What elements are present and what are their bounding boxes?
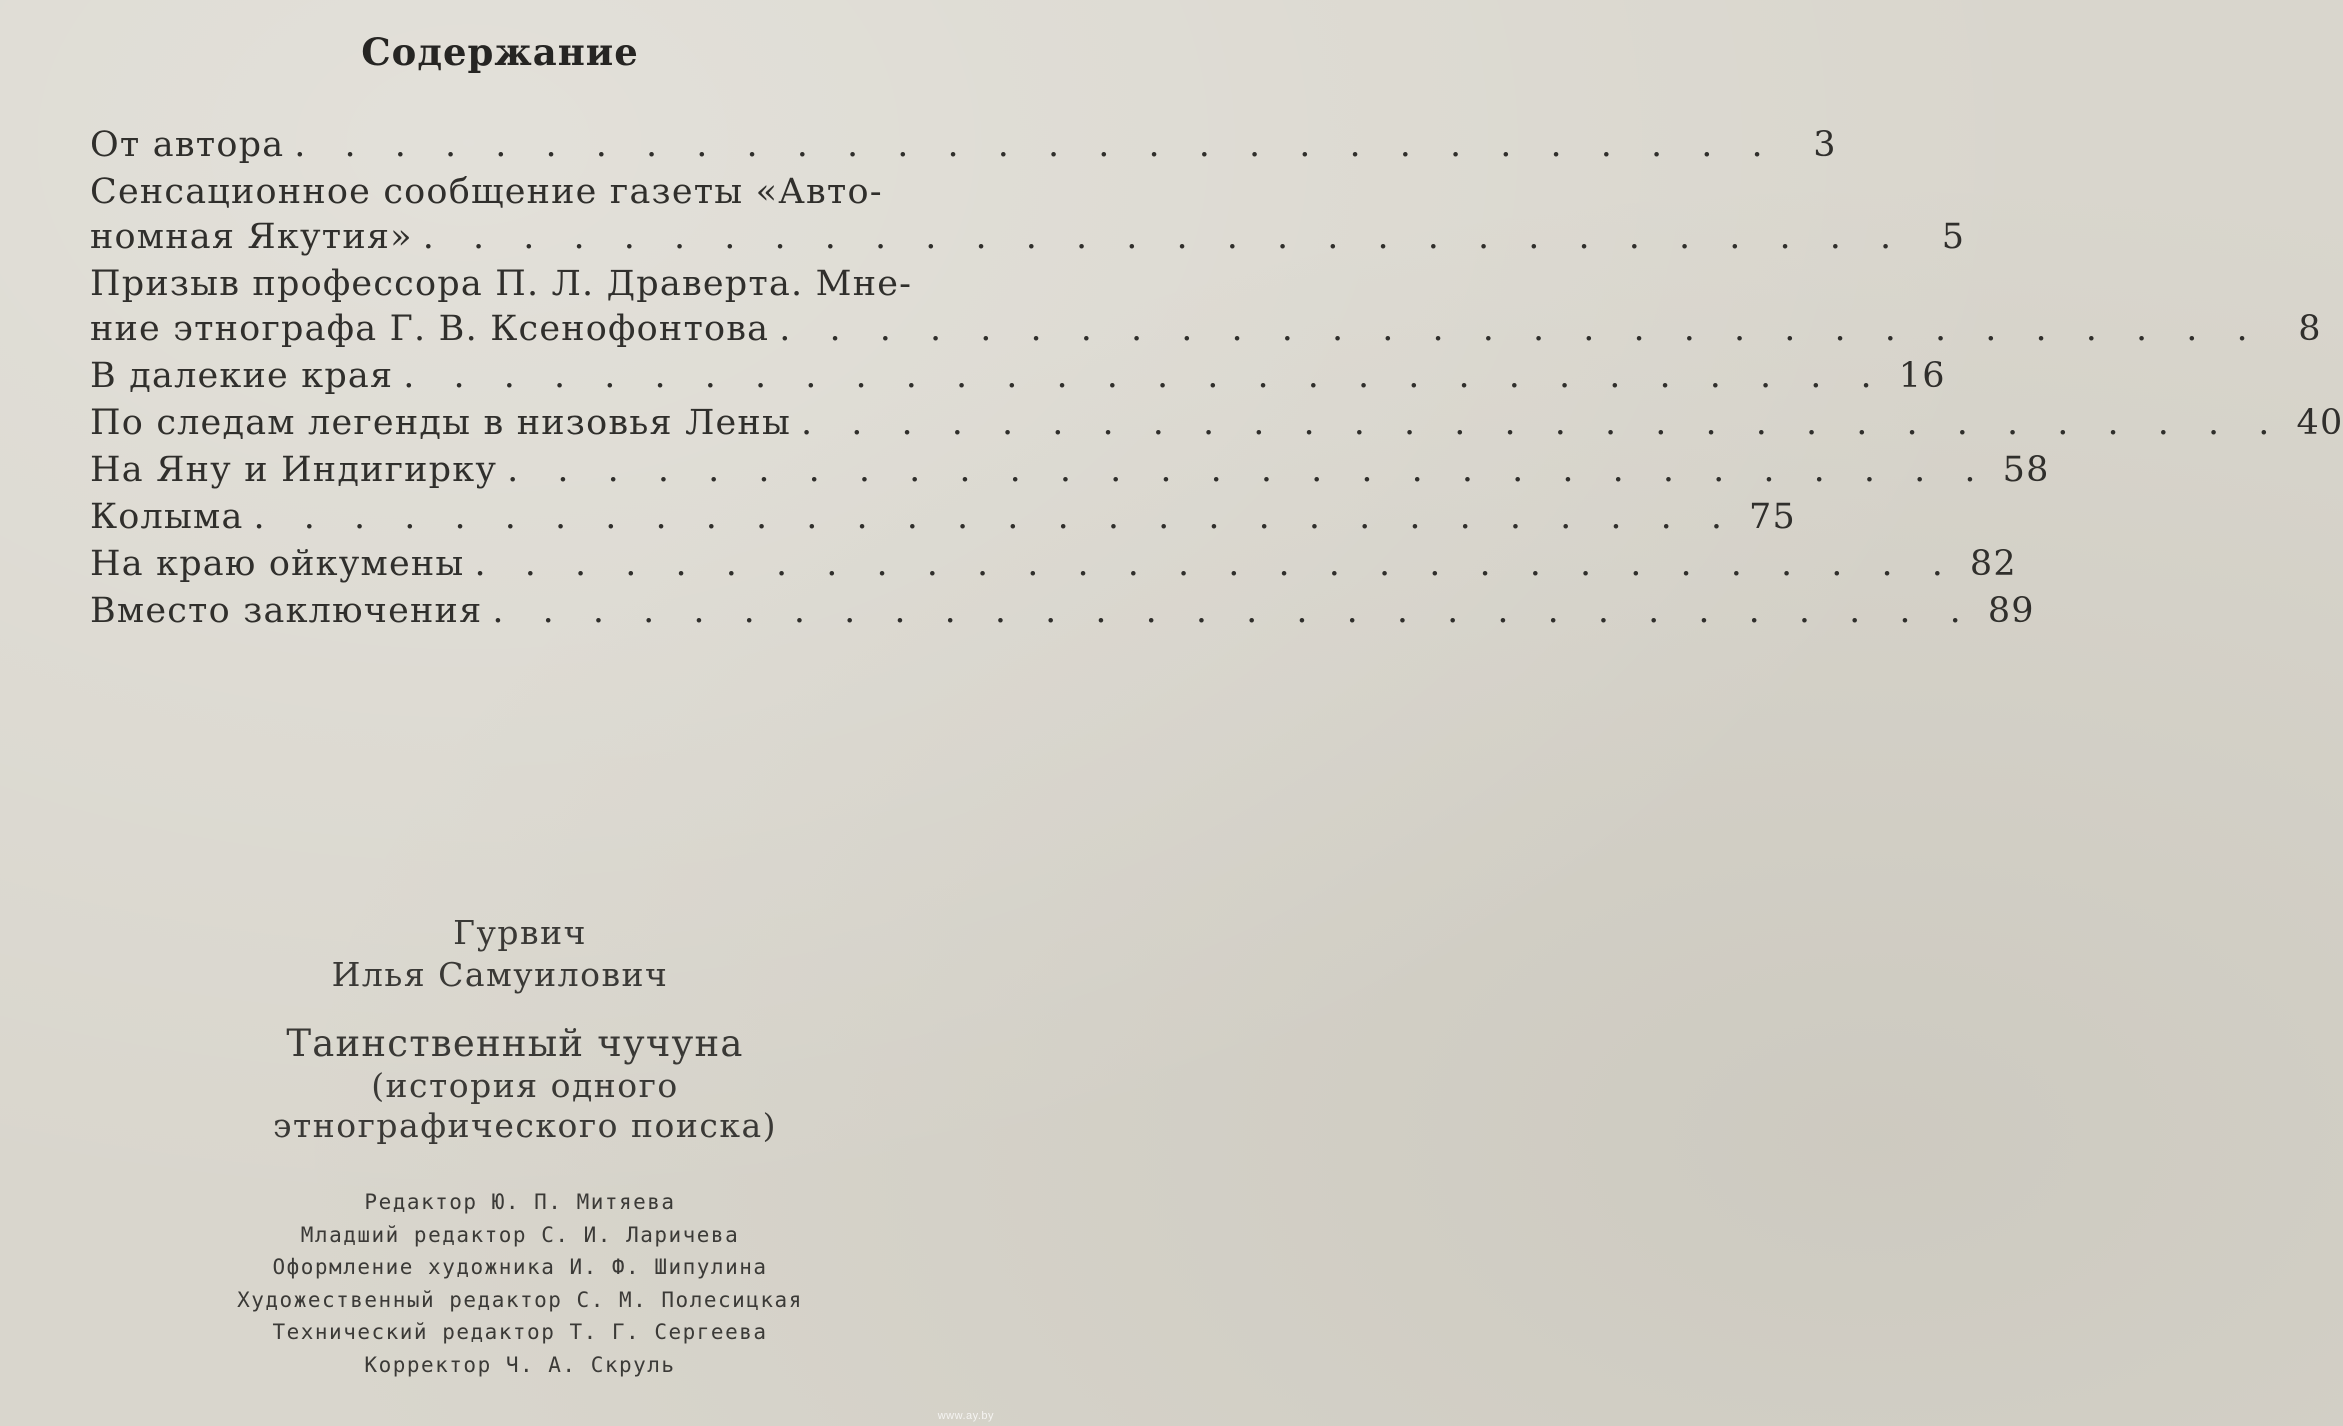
toc-leader-dots: . . . . . . . . . . . . . . . . . . . . . . . . . . . . . . (253, 497, 1736, 537)
toc-leader-dots: . . . . . . . . . . . . . . . . . . . . . . . . . . . . . . (779, 309, 2262, 349)
toc-entry-title: От автора (90, 125, 285, 165)
toc-entry-title: Сенсационное сообщение газеты «Авто- (90, 172, 883, 212)
book-title: Таинственный чучуна (286, 1022, 744, 1065)
toc-page-number: 58 (2002, 450, 2050, 490)
toc-page-number: 82 (1969, 544, 2017, 584)
book-subtitle-line-2: этнографического поиска) (273, 1106, 777, 1145)
author-name: Илья Самуилович (331, 955, 669, 994)
toc-leader-dots: . . . . . . . . . . . . . . . . . . . . . . . . . . . . . . (294, 125, 1777, 165)
credit-line: Младший редактор С. И. Ларичева (300, 1222, 740, 1247)
toc-entry (90, 447, 2050, 494)
toc-leader-dots: . . . . . . . . . . . . . . . . . . . . . . . . . . . . . . (403, 356, 1886, 396)
credit-line: Редактор Ю. П. Митяева (364, 1190, 676, 1214)
toc-entry (90, 353, 1946, 400)
toc-page-number: 89 (1987, 591, 2035, 631)
author-surname: Гурвич (453, 913, 587, 952)
toc-entry (90, 541, 2017, 588)
toc-entry (90, 169, 1966, 261)
toc-leader-dots: . . . . . . . . . . . . . . . . . . . . . . . . . . . . . . (801, 403, 2284, 443)
site-watermark: www.ay.by (937, 1410, 994, 1422)
toc-entry-title: По следам легенды в низовья Лены (90, 403, 792, 443)
toc-entry-title: Колыма (90, 497, 244, 537)
toc-title: Содержание (361, 30, 639, 74)
toc-leader-dots: . . . . . . . . . . . . . . . . . . . . . . . . . . . . . . (507, 450, 1990, 490)
toc-leader-dots: . . . . . . . . . . . . . . . . . . . . . . . . . . . . . . (422, 217, 1906, 257)
credit-line: Оформление художника И. Ф. Шипулина (272, 1255, 768, 1279)
toc-entry (90, 400, 2343, 447)
toc-entry (90, 122, 1837, 169)
toc-leader-dots: . . . . . . . . . . . . . . . . . . . . . . . . . . . . . . (492, 591, 1975, 631)
toc-entry-title-cont: ние этнографа Г. В. Ксенофонтова (90, 309, 770, 349)
toc-page-number: 40 (2296, 403, 2343, 443)
toc-page-number: 3 (1813, 125, 1837, 165)
toc-page-number: 16 (1898, 356, 1946, 396)
table-of-contents (90, 122, 2343, 635)
credits-list (40, 1186, 1000, 1381)
toc-page-number: 8 (2298, 309, 2322, 349)
toc-entry (90, 494, 1796, 541)
toc-entry-title: На Яну и Индигирку (90, 450, 498, 490)
toc-entry-title: На краю ойкумены (90, 544, 465, 584)
toc-entry (90, 261, 2322, 353)
toc-entry-title: Вместо заключения (90, 591, 483, 631)
toc-page-number: 5 (1941, 217, 1966, 257)
toc-page-number: 75 (1749, 497, 1796, 537)
credit-line: Технический редактор Т. Г. Сергеева (272, 1320, 768, 1344)
colophon (0, 912, 1000, 1381)
toc-entry-title: В далекие края (90, 356, 394, 396)
toc-entry-title: Призыв профессора П. Л. Драверта. Мне- (90, 264, 913, 304)
toc-entry-title-cont: номная Якутия» (90, 217, 413, 257)
credit-line: Художественный редактор С. М. Полесицкая (237, 1287, 803, 1312)
credit-line: Корректор Ч. А. Скруль (364, 1352, 676, 1377)
book-subtitle-line-1: (история одного (371, 1066, 679, 1105)
toc-leader-dots: . . . . . . . . . . . . . . . . . . . . . . . . . . . . . . (474, 544, 1957, 584)
toc-entry (90, 588, 2035, 635)
